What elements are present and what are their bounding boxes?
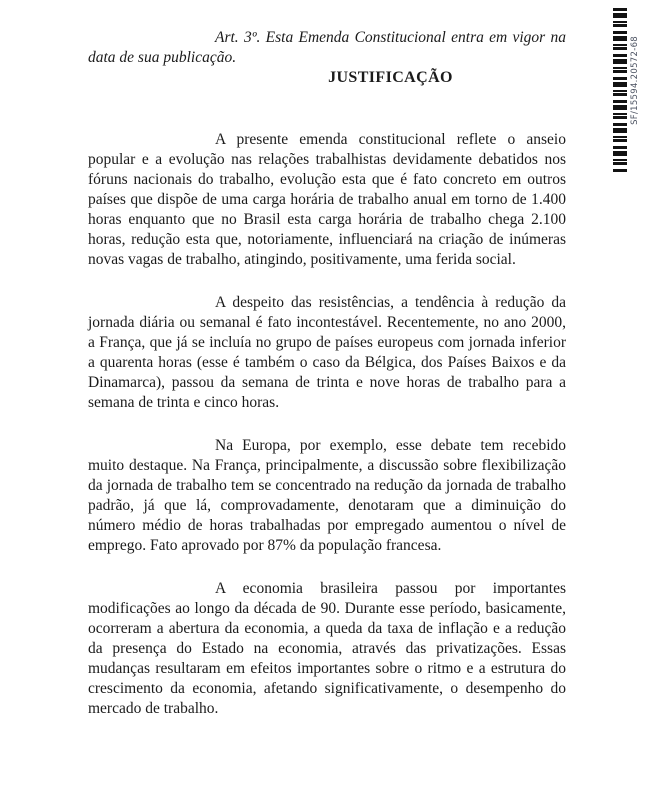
barcode-label: SF/15594.20572-68 <box>630 36 640 125</box>
justification-paragraph-4: A economia brasileira passou por importantes modificações ao longo da década de 90. Durante esse período, basicamente, ocorreram a abertura da economia, a queda da taxa de inflação e a redução da presença do Estado na economia, através das privatizações. Essas mudanças resultaram em efeitos importantes sobre o ritmo e a estrutura do crescimento da economia, afetando significativamente, o desempenho do mercado de trabalho. <box>88 580 566 717</box>
justification-heading: JUSTIFICAÇÃO <box>328 69 453 86</box>
justification-paragraph-3: Na Europa, por exemplo, esse debate tem recebido muito destaque. Na França, principalmente, a discussão sobre flexibilização da jornada de trabalho tem se concentrado na redução da jornada de trabalho padrão, já que lá, comprovadamente, denotaram que a diminuição do número médio de horas trabalhadas por empregado aumentou o nível de emprego. Fato aprovado por 87% da população francesa. <box>88 437 566 554</box>
article-3-text: Art. 3º. Esta Emenda Constitucional entra em vigor na data de sua publicação. <box>88 29 566 66</box>
barcode <box>613 8 647 178</box>
justification-paragraph-1: A presente emenda constitucional reflete o anseio popular e a evolução nas relações trabalhistas devidamente debatidos nos fóruns nacionais do trabalho, evolução esta que é fato concreto em outros países que dispõe de uma carga horária de trabalho anual em torno de 1.400 horas enquanto que no Brasil esta carga horária de trabalho chega 2.100 horas, redução esta que, notoriamente, influenciará na criação de inúmeras novas vagas de trabalho, atingindo, positivamente, uma ferida social. <box>88 131 566 268</box>
justification-paragraph-2: A despeito das resistências, a tendência à redução da jornada diária ou semanal é fato incontestável. Recentemente, no ano 2000, a França, que já se incluía no grupo de países europeus com jornada inferior a quarenta horas (esse é também o caso da Bélgica, dos Países Baixos e da Dinamarca), passou da semana de trinta e nove horas de trabalho para a semana de trinta e cinco horas. <box>88 294 566 411</box>
document-text-column <box>88 28 566 719</box>
barcode-icon <box>613 8 627 172</box>
